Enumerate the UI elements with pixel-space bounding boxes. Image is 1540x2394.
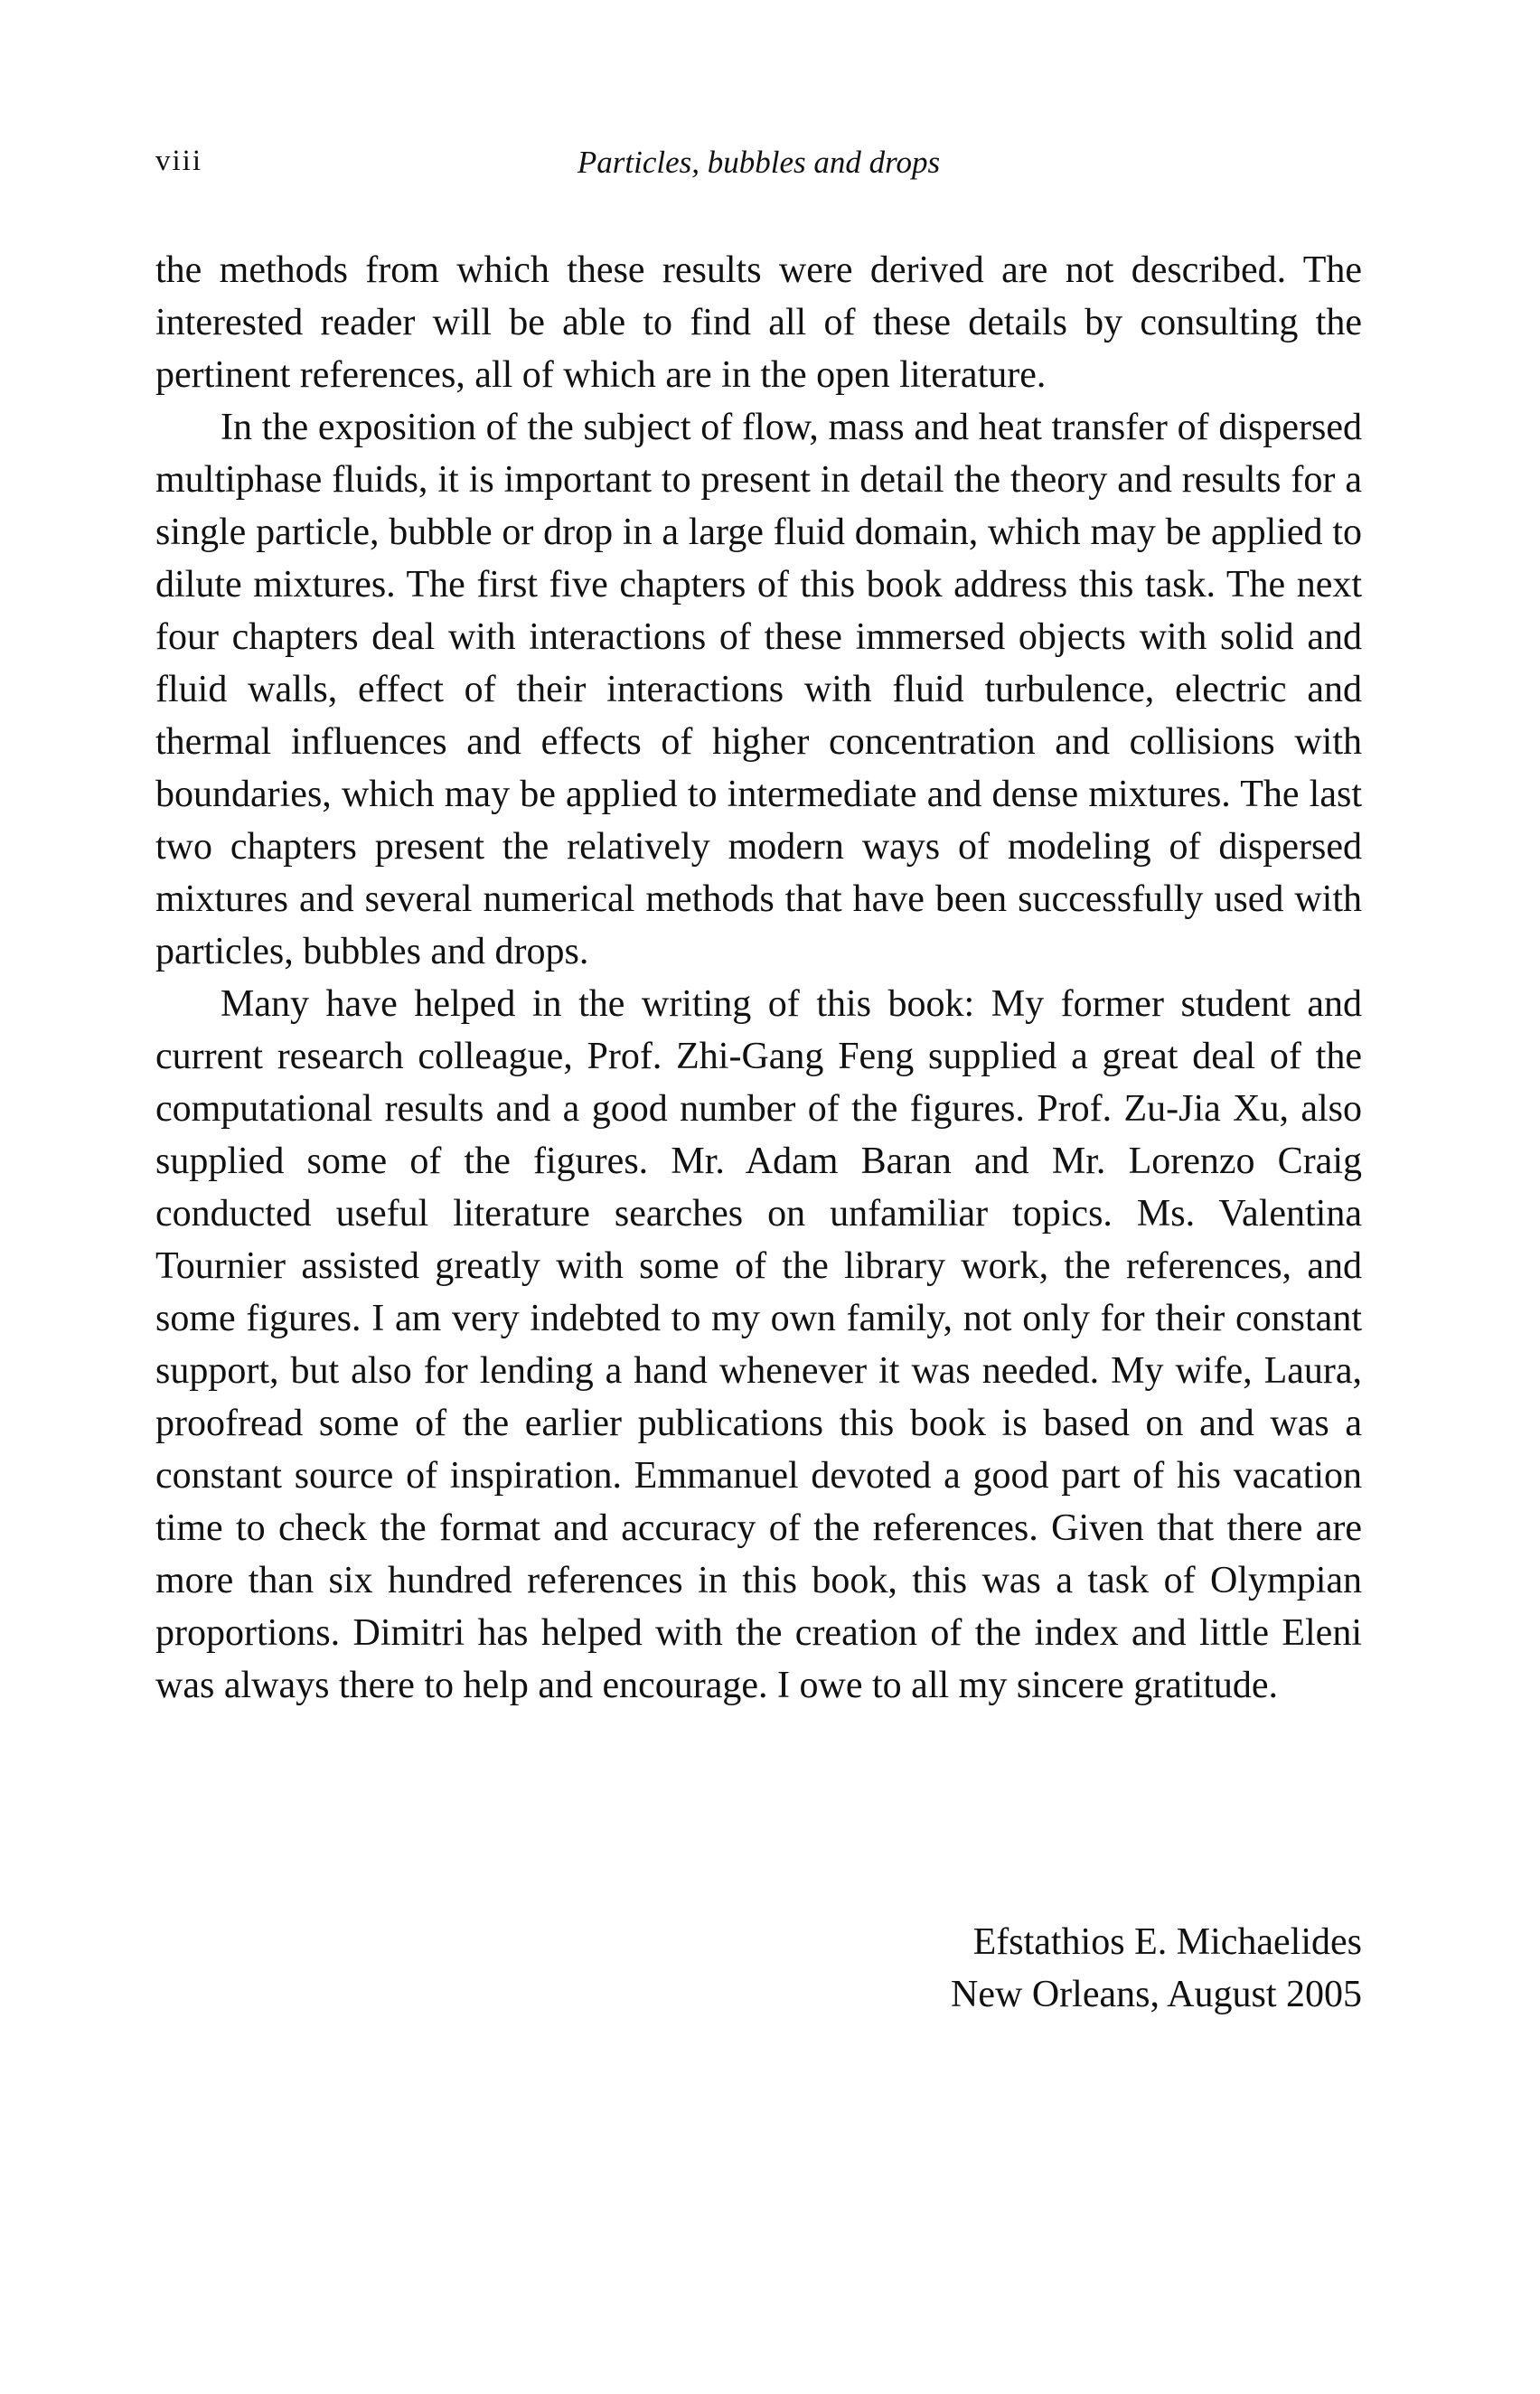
place-date: New Orleans, August 2005 (951, 1974, 1362, 2015)
author-name: Efstathios E. Michaelides (972, 1921, 1362, 1963)
body-text (155, 244, 1362, 1712)
paragraph-continuation: the methods from which these results were derived are not described. The interested reader will be able to find all of these details by consulting the pertinent references, all of which are in the open literature. (155, 249, 1362, 396)
paragraph-book-structure: In the exposition of the subject of flow, mass and heat transfer of dispersed multiphase fluids, it is important to present in detail the theory and results for a single particle, bubble or drop in a large fluid domain, which may be applied to dilute mixtures. The first five chapters of this book address this task. The next four chapters deal with interactions of these immersed objects with solid and fluid walls, effect of their interactions with fluid turbulence, electric and thermal influences and effects of higher concentration and collisions with boundaries, which may be applied to intermediate and dense mixtures. The last two chapters present the relatively modern ways of modeling of dispersed mixtures and several numerical methods that have been successfully used with particles, bubbles and drops. (155, 407, 1362, 972)
running-title: Particles, bubbles and drops (577, 145, 941, 180)
page-header (155, 145, 1362, 195)
page-number: viii (155, 145, 203, 177)
signature-block (951, 1916, 1362, 2021)
paragraph-acknowledgements: Many have helped in the writing of this book: My former student and current research colleague, Prof. Zhi-Gang Feng supplied a great deal of the computational results and a good number of the figures. Prof. Zu-Jia Xu, also supplied some of the figures. Mr. Adam Baran and Mr. Lorenzo Craig conducted useful literature searches on unfamiliar topics. Ms. Valentina Tournier assisted greatly with some of the library work, the references, and some figures. I am very indebted to my own family, not only for their constant support, but also for lending a hand whenever it was needed. My wife, Laura, proofread some of the earlier publications this book is based on and was a constant source of inspiration. Emmanuel devoted a good part of his vacation time to check the format and accuracy of the references. Given that there are more than six hundred references in this book, this was a task of Olympian proportions. Dimitri has helped with the creation of the index and little Eleni was always there to help and encourage. I owe to all my sincere gratitude. (155, 983, 1362, 1706)
